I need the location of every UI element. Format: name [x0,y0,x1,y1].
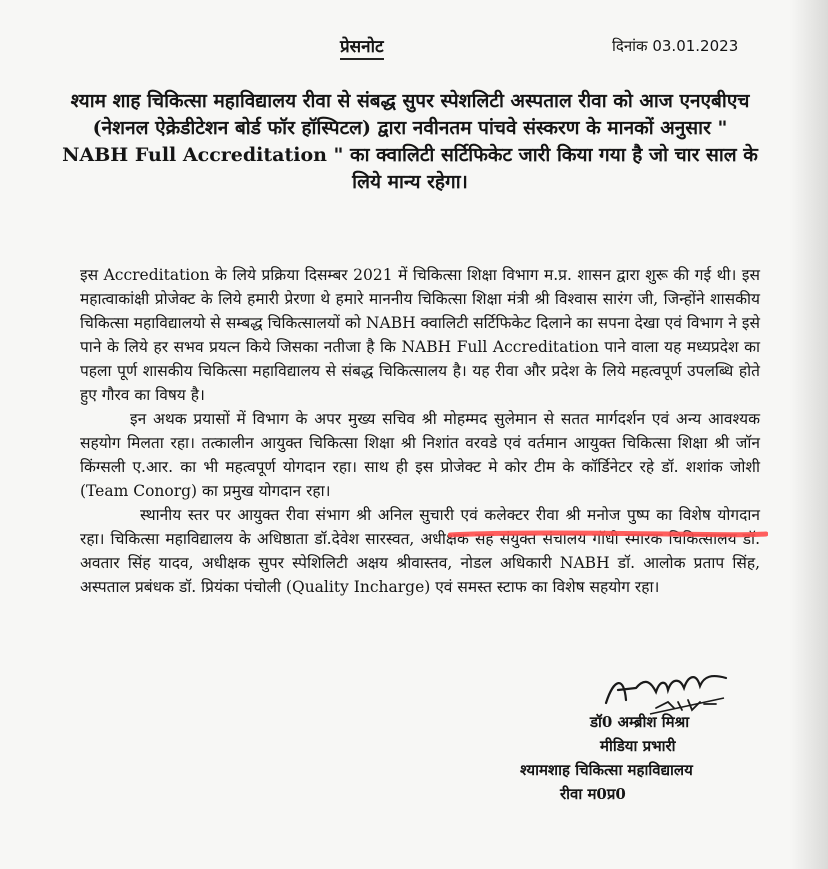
headline: श्याम शाह चिकित्सा महाविद्यालय रीवा से संबद्ध सुपर स्पेशलिटी अस्पताल रीवा को आज एनएबीएच (नेशनल ऐक्रेडीटेशन बोर्ड फॉर हॉस्पिटल) द्वारा नवीनतम पांचवे संस्करण के मानकों अनुसार " NABH Full Accreditation " का क्वालिटी सर्टिफिकेट जारी किया गया है जो चार साल के लिये मान्य रहेगा। [62,90,758,193]
signatory-name: डॉ0 अम्ब्रीश मिश्रा [590,713,690,731]
handwritten-signature [596,658,736,718]
signatory-place: रीवा म0प्र0 [560,785,626,803]
signatory-designation: मीडिया प्रभारी [600,737,676,755]
signatory-institution: श्यामशाह चिकित्सा महाविद्यालय [520,761,693,779]
paragraph-3: स्थानीय स्तर पर आयुक्त रीवा संभाग श्री अनिल सुचारी एवं कलेक्टर रीवा श्री मनोज पुष्प का विशेष योगदान रहा। चिकित्सा महाविद्यालय के अधिष्ठाता डॉ.देवेश सारस्वत, अधीक्षक सह संयुक्त संचालय गॉधी स्मारक चिकित्सालय डॉ. अवतार सिंह यादव, अधीक्षक सुपर स्पेशिलिटी अक्षय श्रीवास्तव, नोडल अधिकारी NABH डॉ. आलोक प्रताप सिंह, अस्पताल प्रबंधक डॉ. प्रियंका पंचोली (Quality Incharge) एवं समस्त स्टाफ का विशेष सहयोग रहा। [80,506,760,596]
paragraph-1: इस Accreditation के लिये प्रक्रिया दिसम्बर 2021 में चिकित्सा शिक्षा विभाग म.प्र. शासन द्वारा शुरू की गई थी। इस महात्वाकांक्षी प्रोजेक्ट के लिये हमारी प्रेरणा थे हमारे माननीय चिकित्सा शिक्षा मंत्री श्री विश्वास सारंग जी, जिन्होंने शासकीय चिकित्सा महाविद्यालयो से सम्बद्ध चिकित्सालयों को NABH क्वालिटी सर्टिफिकेट दिलाने का सपना देखा एवं विभाग ने इसे पाने के लिये हर सभव प्रयत्न किये जिसका नतीजा है कि NABH Full Accreditation पाने वाला यह मध्यप्रदेश का पहला पूर्ण शासकीय चिकित्सा महाविद्यालय से संबद्ध चिकित्सालय है। यह रीवा और प्रदेश के लिये महत्वपूर्ण उपलब्धि होते हुए गौरव का विषय है। [80,266,760,404]
page-title: प्रेसनोट [340,34,384,60]
header [0,37,828,70]
page-edge-shadow [790,0,828,869]
date-label: दिनांक 03.01.2023 [612,37,739,55]
red-underline-mark [448,528,768,540]
paragraph-2: इन अथक प्रयासों में विभाग के अपर मुख्य सचिव श्री मोहम्मद सुलेमान से सतत मार्गदर्शन एवं अन्य आवश्यक सहयोग मिलता रहा। तत्कालीन आयुक्त चिकित्सा शिक्षा श्री निशांत वरवडे एवं वर्तमान आयुक्त चिकित्सा शिक्षा श्री जॉन किंग्सली ए.आर. का भी महत्वपूर्ण योगदान रहा। साथ ही इस प्रोजेक्ट मे कोर टीम के कॉर्डिनेटर रहे डॉ. शशांक जोशी (Team Conorg) का प्रमुख योगदान रहा। [80,410,760,500]
body-text [80,263,760,599]
